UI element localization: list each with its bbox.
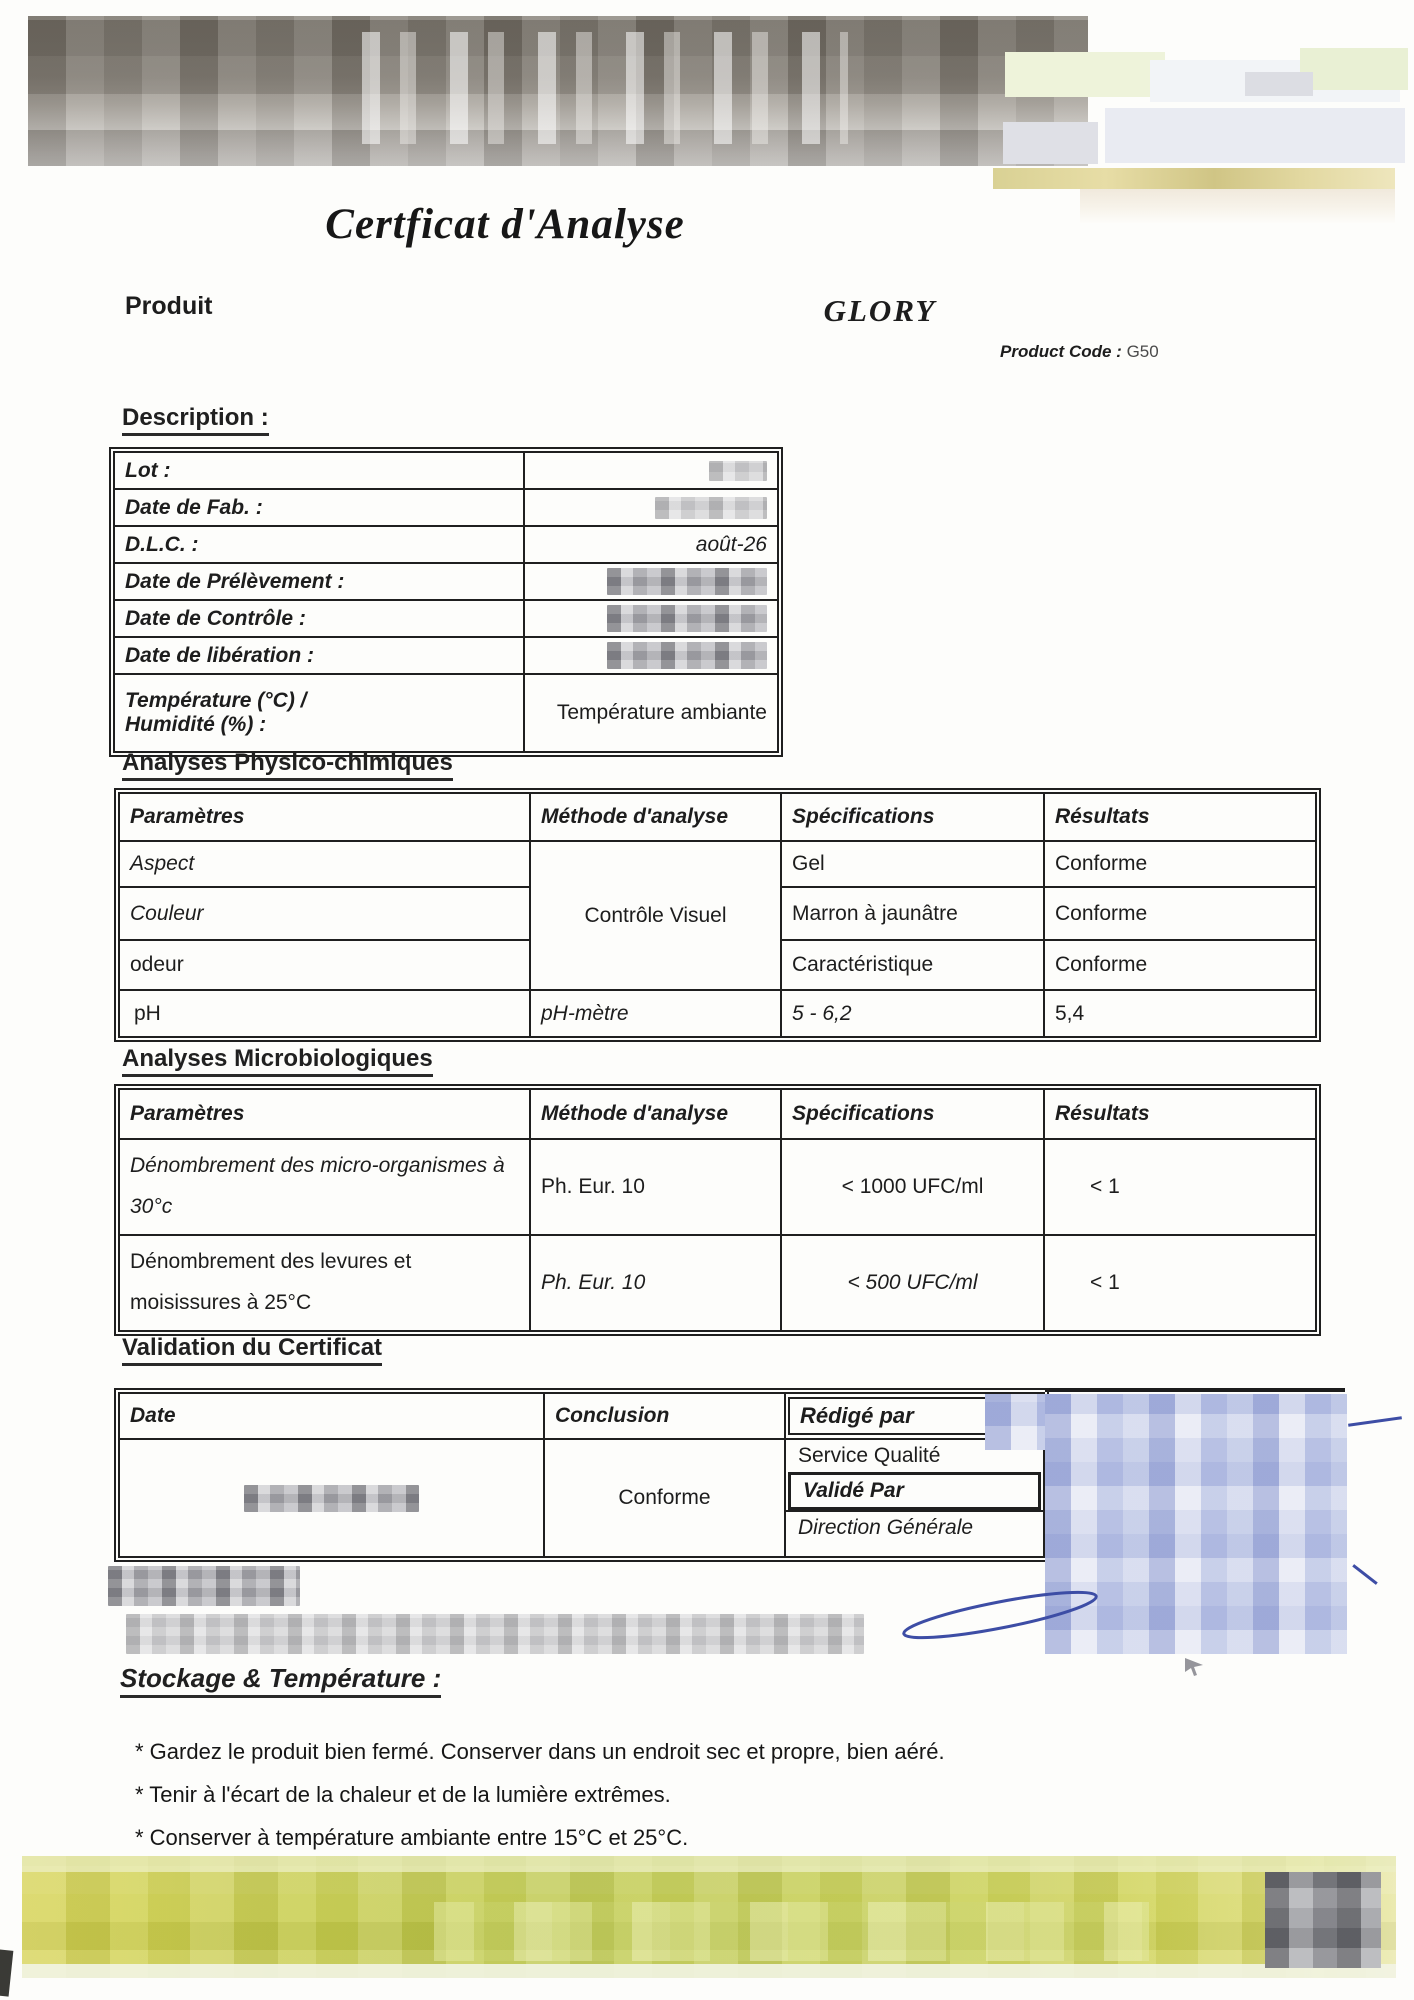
product-code-label: Product Code :: [1000, 342, 1122, 361]
description-row-value: [524, 600, 778, 637]
method-cell: Contrôle Visuel: [530, 841, 781, 990]
signer-direction-generale: Direction Générale: [786, 1510, 1043, 1544]
description-row-value: août-26: [524, 526, 778, 563]
description-row-label: Date de Contrôle :: [114, 600, 524, 637]
product-label: Produit: [125, 292, 213, 320]
method-cell: Ph. Eur. 10: [530, 1235, 781, 1331]
result-cell: 5,4: [1044, 990, 1316, 1037]
redacted-value-chip: [607, 642, 767, 669]
description-row-label: Température (°C) / Humidité (%) :: [114, 674, 524, 752]
redige-par-header: Rédigé par: [788, 1397, 1041, 1435]
scan-edge-mark: [0, 1949, 13, 1996]
signer-valide-par: Validé Par: [788, 1472, 1041, 1510]
letterhead-decor-block: [1005, 52, 1165, 97]
storage-note: * Conserver à température ambiante entre 15°C et 25°C.: [135, 1825, 689, 1850]
physico-table: [114, 788, 1321, 1042]
validation-date-cell: [119, 1439, 544, 1557]
table-row: [119, 841, 1316, 887]
description-row-value: [524, 563, 778, 600]
column-header: Paramètres: [119, 793, 530, 841]
validation-signers-cell: [785, 1439, 1044, 1557]
description-row-label: Date de Prélèvement :: [114, 563, 524, 600]
validation-heading: Validation du Certificat: [122, 1335, 382, 1366]
description-row-value: [524, 489, 778, 526]
table-row: [114, 600, 778, 637]
column-header: Méthode d'analyse: [530, 1089, 781, 1139]
storage-notes: [135, 1730, 945, 1859]
product-name: GLORY: [823, 293, 937, 328]
table-row: [119, 1235, 1316, 1331]
micro-heading: Analyses Microbiologiques: [122, 1046, 433, 1077]
table-row: [114, 526, 778, 563]
redacted-value-chip: [709, 461, 767, 481]
column-header: Conclusion: [544, 1393, 785, 1439]
letterhead-decor-block: [1245, 72, 1313, 96]
letterhead-decor-block: [1003, 122, 1098, 164]
column-header: Date: [119, 1393, 544, 1439]
product-code-value: G50: [1126, 342, 1159, 361]
column-header: Méthode d'analyse: [530, 793, 781, 841]
signature-stroke-icon: [885, 1553, 1115, 1658]
redacted-text-line: [126, 1614, 864, 1654]
result-cell: Conforme: [1044, 841, 1316, 887]
description-heading: Description :: [122, 405, 269, 436]
physico-heading: Analyses Physico-chimiques: [122, 750, 453, 781]
param-cell: odeur: [119, 940, 530, 990]
description-row-label: Lot :: [114, 452, 524, 489]
redacted-text-line: [108, 1566, 300, 1606]
description-row-label: Date de libération :: [114, 637, 524, 674]
param-cell: Couleur: [119, 887, 530, 940]
method-cell: pH-mètre: [530, 990, 781, 1037]
pen-mark: [1348, 1416, 1402, 1426]
result-cell: Conforme: [1044, 940, 1316, 990]
letterhead-logo-letters: [328, 32, 848, 144]
param-cell: Dénombrement des micro-organismes à 30°c: [119, 1139, 530, 1235]
param-cell: Dénombrement des levures et moisissures à 25°C: [119, 1235, 530, 1331]
product-code: [1000, 342, 1250, 362]
letterhead-logo-redacted: [28, 16, 1088, 166]
table-header-row: [119, 1089, 1316, 1139]
table-row: [114, 452, 778, 489]
column-header: Résultats: [1044, 793, 1316, 841]
result-cell: < 1: [1044, 1235, 1316, 1331]
description-row-label: Date de Fab. :: [114, 489, 524, 526]
table-header-row: [119, 793, 1316, 841]
storage-heading: Stockage & Température :: [120, 1664, 441, 1698]
spec-cell: < 1000 UFC/ml: [781, 1139, 1044, 1235]
footer-gray-block-redacted: [1265, 1872, 1381, 1968]
spec-cell: < 500 UFC/ml: [781, 1235, 1044, 1331]
footer-light-blocks: [434, 1902, 1148, 1961]
table-row: [114, 489, 778, 526]
param-cell: Aspect: [119, 841, 530, 887]
letterhead-decor-block: [1300, 48, 1408, 90]
table-row: [119, 990, 1316, 1037]
redacted-date-chip: [244, 1485, 419, 1512]
micro-table: [114, 1084, 1321, 1336]
column-header: Paramètres: [119, 1089, 530, 1139]
description-row-label: D.L.C. :: [114, 526, 524, 563]
table-row: [114, 563, 778, 600]
description-row-value: Température ambiante: [524, 674, 778, 752]
pen-mark: [1352, 1564, 1377, 1585]
spec-cell: Caractéristique: [781, 940, 1044, 990]
description-table: [109, 447, 783, 757]
table-row: [114, 674, 778, 752]
column-header: Spécifications: [781, 1089, 1044, 1139]
description-row-value: [524, 637, 778, 674]
column-header: Résultats: [1044, 1089, 1316, 1139]
table-header-row: [119, 1393, 1044, 1439]
spec-cell: 5 - 6,2: [781, 990, 1044, 1037]
table-row: [119, 1139, 1316, 1235]
description-row-value: [524, 452, 778, 489]
storage-note: * Tenir à l'écart de la chaleur et de la lumière extrêmes.: [135, 1782, 671, 1807]
result-cell: Conforme: [1044, 887, 1316, 940]
param-cell: pH: [119, 990, 530, 1037]
signer-service-qualite: Service Qualité: [798, 1444, 941, 1467]
redacted-value-chip: [607, 568, 767, 595]
result-cell: < 1: [1044, 1139, 1316, 1235]
validation-table-edge: [1045, 1388, 1345, 1392]
column-header: Spécifications: [781, 793, 1044, 841]
signature-block-redacted: [985, 1394, 1047, 1450]
table-row: [114, 637, 778, 674]
method-cell: Ph. Eur. 10: [530, 1139, 781, 1235]
spec-cell: Gel: [781, 841, 1044, 887]
spec-cell: Marron à jaunâtre: [781, 887, 1044, 940]
letterhead-tan-bar: [993, 168, 1395, 189]
footer-band: [22, 1964, 1396, 1978]
storage-note: * Gardez le produit bien fermé. Conserver dans un endroit sec et propre, bien aéré.: [135, 1739, 945, 1764]
redacted-value-chip: [607, 605, 767, 632]
table-row: [119, 1439, 1044, 1557]
letterhead-wedge: [1080, 189, 1395, 223]
footer-banner-redacted: [22, 1856, 1396, 1978]
letterhead-decor-block: [1105, 108, 1405, 163]
mouse-pointer-icon: [1182, 1655, 1206, 1679]
validation-table: [114, 1388, 1049, 1562]
validation-conclusion-cell: Conforme: [544, 1439, 785, 1557]
footer-band: [22, 1856, 1396, 1872]
page-title: Certficat d'Analyse: [325, 201, 685, 248]
redacted-value-chip: [655, 497, 767, 519]
